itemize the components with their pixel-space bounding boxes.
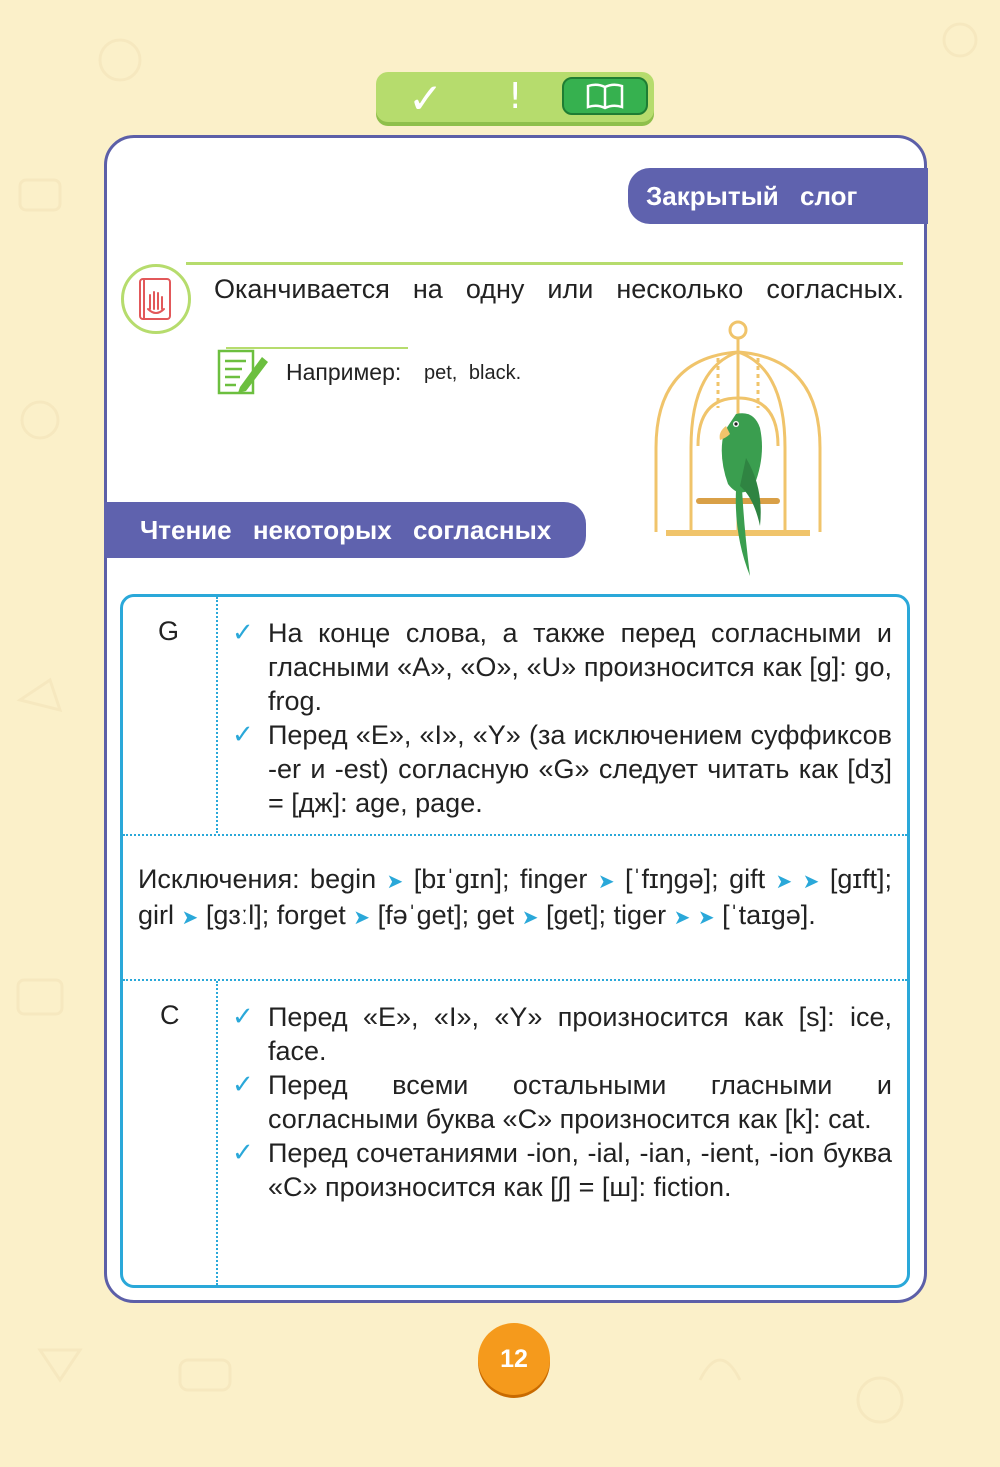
hand-stop-icon	[121, 264, 191, 334]
letter-g: G	[158, 616, 180, 646]
exception-word: forget	[276, 900, 346, 930]
exception-ipa: [ˈfɪŋgə];	[625, 864, 719, 894]
example-label: Например:	[286, 359, 402, 385]
check-icon[interactable]: ✓	[408, 74, 444, 123]
arrow-right-icon: ➤	[386, 869, 404, 893]
exception-word: begin	[310, 864, 377, 894]
list-item: ✓ На конце слова, а также перед согласными и гласными «A», «O», «U» произносится как [g]: go, frog.	[232, 618, 892, 716]
arrow-right-icon: ➤	[697, 905, 715, 929]
exception-ipa: [fəˈget];	[377, 900, 470, 930]
arrow-right-icon: ➤	[353, 905, 371, 929]
arrow-right-icon: ➤	[775, 869, 793, 893]
arrow-right-icon: ➤	[181, 905, 199, 929]
rule-divider	[186, 262, 903, 265]
notebook-pencil-icon	[216, 347, 270, 397]
g-rules-list	[232, 616, 892, 820]
page-number-badge: 12	[478, 1323, 550, 1395]
consonants-reading-heading: Чтение некоторых согласных	[104, 502, 586, 558]
top-toolbar	[376, 72, 654, 122]
table-column-divider	[216, 981, 218, 1285]
letter-c: C	[160, 1000, 180, 1030]
arrow-right-icon: ➤	[597, 869, 615, 893]
exception-ipa: [bɪˈgɪn];	[413, 864, 510, 894]
book-icon[interactable]	[562, 77, 648, 115]
list-item: ✓ Перед «E», «I», «Y» произносится как [s]: ice, face.	[232, 1002, 892, 1066]
exclamation-icon[interactable]: !	[508, 76, 523, 117]
exception-word: girl	[138, 900, 175, 930]
exception-ipa: [get];	[545, 900, 607, 930]
table-row-divider	[123, 979, 907, 981]
table-column-divider	[216, 597, 218, 833]
list-item: ✓ Перед всеми остальными гласными и согласными буква «C» произносится как [k]: cat.	[232, 1070, 892, 1134]
list-item: ✓ Перед сочетаниями -ion, -ial, -ian, -ient, -ion буква «C» произносится как [ʃ] = [ш]: fiction.	[232, 1138, 892, 1202]
arrow-right-icon: ➤	[521, 905, 539, 929]
c-rules-list	[232, 1000, 892, 1204]
table-row-divider	[123, 834, 907, 836]
check-icon: ✓	[232, 1070, 254, 1100]
exception-ipa: [gɜːl];	[205, 900, 270, 930]
rule-text: Оканчивается на одну или несколько согласных.	[214, 274, 904, 304]
exception-ipa: [gɪft];	[829, 864, 892, 894]
arrow-right-icon: ➤	[802, 869, 820, 893]
arrow-right-icon: ➤	[673, 905, 691, 929]
exception-word: tiger	[613, 900, 667, 930]
parrot-in-cage-illustration	[646, 318, 828, 584]
check-icon: ✓	[232, 1002, 254, 1032]
exception-word: get	[476, 900, 515, 930]
closed-syllable-heading: Закрытый слог	[628, 168, 928, 224]
check-icon: ✓	[232, 720, 254, 750]
list-item: ✓ Перед «E», «I», «Y» (за исключением суффиксов -er и -est) согласную «G» следует читать как [dʒ] = [дж]: age, page.	[232, 720, 892, 818]
exception-ipa: [ˈtaɪgə].	[722, 900, 816, 930]
exception-word: finger	[519, 864, 588, 894]
example-words: pet, black.	[424, 362, 522, 384]
exceptions-label: Исключения:	[138, 864, 300, 894]
check-icon: ✓	[232, 1138, 254, 1168]
check-icon: ✓	[232, 618, 254, 648]
exception-word: gift	[729, 864, 766, 894]
exceptions-block	[138, 862, 892, 934]
